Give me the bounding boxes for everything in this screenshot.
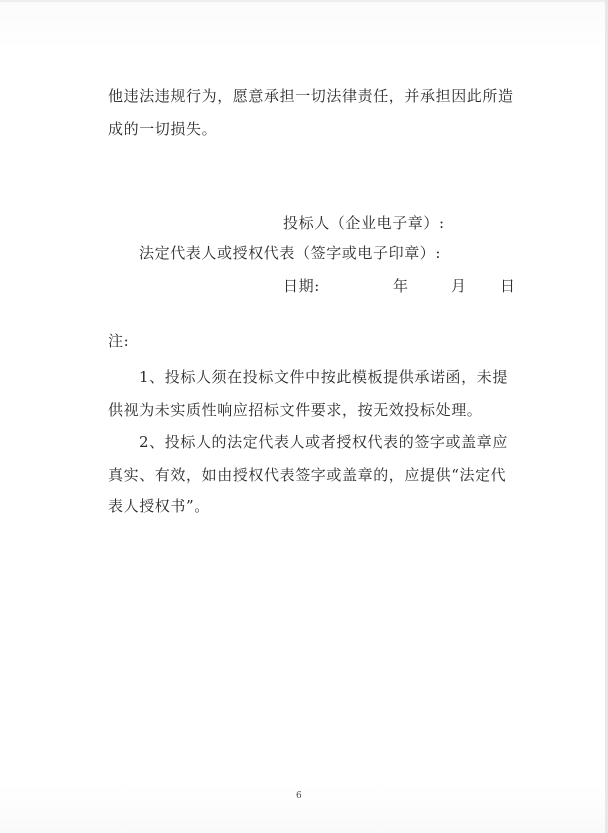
bidder-seal-label: 投标人（企业电子章）: <box>283 214 445 232</box>
body-text-line-2: 成的一切损失。 <box>108 120 218 138</box>
page-top-edge <box>0 0 608 2</box>
note-1-line-2: 供视为未实质性响应招标文件要求，按无效投标处理。 <box>108 401 483 419</box>
note-1-line-1: 1、投标人须在投标文件中按此模板提供承诺函，未提 <box>139 368 508 386</box>
date-year-label: 年 <box>393 277 409 295</box>
note-2-line-1: 2、投标人的法定代表人或者授权代表的签字或盖章应 <box>139 433 508 451</box>
legal-representative-signature-label: 法定代表人或授权代表（签字或电子印章）: <box>139 244 442 262</box>
page-number: 6 <box>296 791 302 801</box>
body-text-line-1: 他违法违规行为，愿意承担一切法律责任，并承担因此所造 <box>108 87 514 105</box>
note-2-line-3: 表人授权书”。 <box>108 497 210 515</box>
date-month-label: 月 <box>451 277 467 295</box>
notes-heading: 注: <box>108 332 130 350</box>
date-day-label: 日 <box>500 277 516 295</box>
note-2-line-2: 真实、有效，如由授权代表签字或盖章的，应提供“法定代 <box>108 466 507 484</box>
date-label: 日期: <box>283 277 320 295</box>
